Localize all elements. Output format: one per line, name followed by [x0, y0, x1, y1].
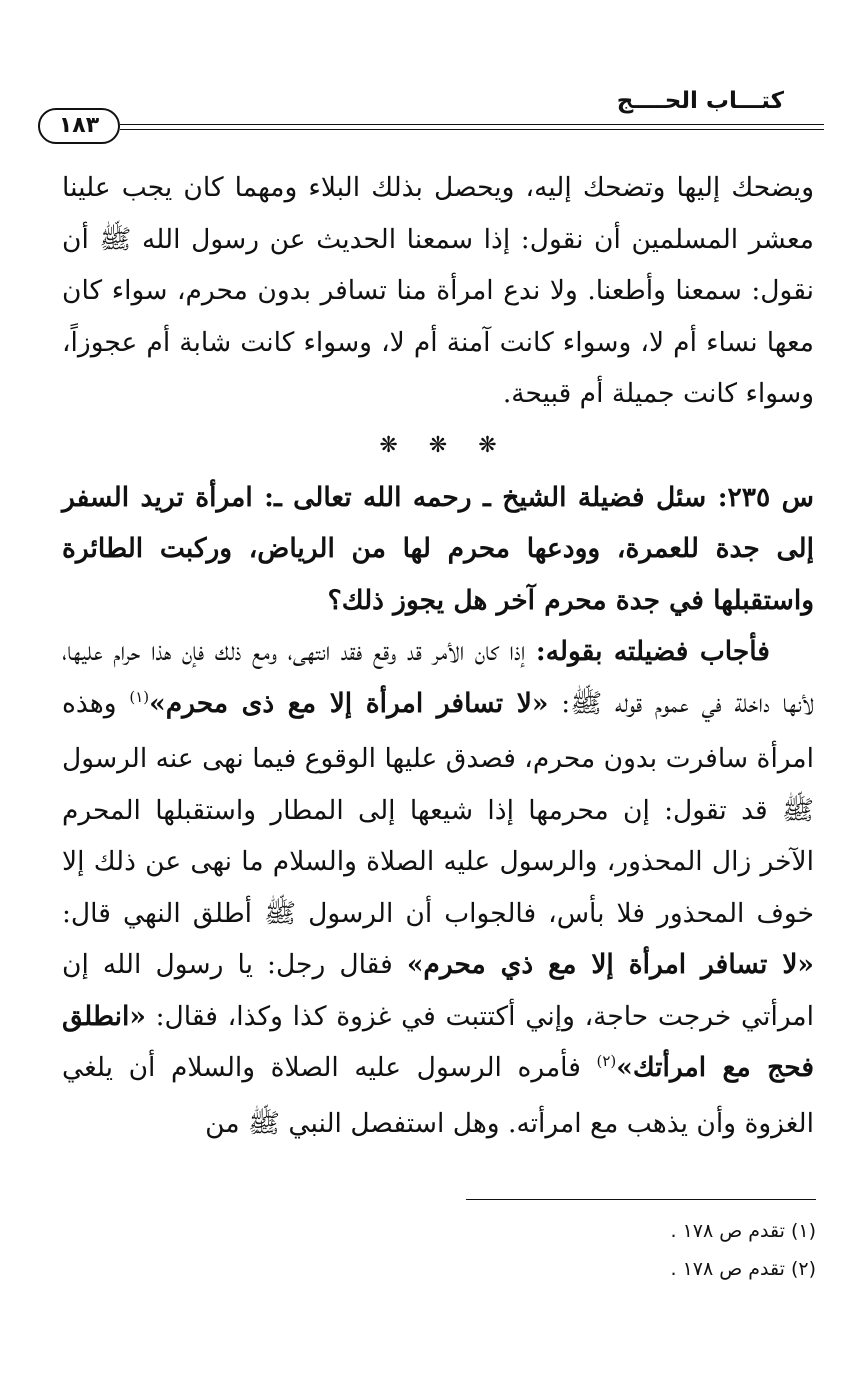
hadith-quote-3: «انطلق فحج مع امرأتك»	[62, 1000, 814, 1083]
answer-text-2: وهذه امرأة سافرت بدون محرم، فصدق عليها الوقوع فيما نهى عنه الرسول ﷺ قد تقول: إن محرمها إذا شيعها إلى المطار واستقبلها المحرم الآخر زال المحذور، والرسول عليه الصلاة والسلام ما نهى عن ذلك إلا خوف المحذور فلا بأس، فالجواب أن الرسول ﷺ أطلق النهي قال:	[62, 687, 814, 929]
footnote-1: (١) تقدم ص ١٧٨ .	[670, 1220, 816, 1242]
footnotes	[396, 1212, 816, 1288]
header-rule-bottom	[120, 129, 824, 130]
answer-text-4: فأمره الرسول عليه الصلاة والسلام أن يلغي الغزوة وأن يذهب مع امرأته. وهل استفصل النبي ﷺ من	[62, 1052, 814, 1139]
page-number: ١٨٣	[38, 108, 120, 144]
book-title: كتـــاب الحــــج	[616, 88, 784, 114]
footnote-ref-2[interactable]: (٢)	[596, 1052, 617, 1070]
section-separator: ❋ ❋ ❋	[379, 432, 497, 458]
page-body	[62, 162, 814, 1149]
hadith-quote-2: «لا تسافر امرأة إلا مع ذي محرم»	[406, 949, 814, 980]
answer-text-3: فقال رجل: يا رسول الله إن امرأتي خرجت حاجة، وإني أكتتبت في غزوة كذا وكذا، فقال:	[62, 949, 814, 1032]
answer-text-1: إذا كان الأمر قد وقع فقد انتهى، ومع ذلك فإن هذا حرام عليها، لأنها داخلة في عموم قوله ﷺ:	[62, 636, 814, 719]
answer-paragraph	[62, 626, 814, 1149]
paragraph-intro: ويضحك إليها وتضحك إليه، ويحصل بذلك البلاء ومهما كان يجب علينا معشر المسلمين أن نقول: إذا سمعنا الحديث عن رسول الله ﷺ أن نقول: سمعنا وأطعنا. ولا ندع امرأة منا تسافر بدون محرم، سواء كان معها نساء أم لا، وسواء كانت آمنة أم لا، وسواء كانت شابة أم عجوزاً، وسواء كانت جميلة أم قبيحة.	[62, 172, 814, 409]
answer-lead: فأجاب فضيلته بقوله:	[535, 636, 770, 667]
footnote-divider	[466, 1199, 816, 1200]
footnote-2: (٢) تقدم ص ١٧٨ .	[670, 1258, 816, 1280]
header-rule-top	[120, 124, 824, 125]
question-paragraph: س ٢٣٥: سئل فضيلة الشيخ ـ رحمه الله تعالى ـ: امرأة تريد السفر إلى جدة للعمرة، وودعها محرم لها من الرياض، وركبت الطائرة واستقبلها في جدة محرم آخر هل يجوز ذلك؟	[62, 481, 815, 616]
page-header	[38, 86, 824, 146]
footnote-ref-1[interactable]: (١)	[129, 687, 150, 706]
hadith-quote-1: «لا تسافر امرأة إلا مع ذى محرم»	[149, 687, 549, 719]
